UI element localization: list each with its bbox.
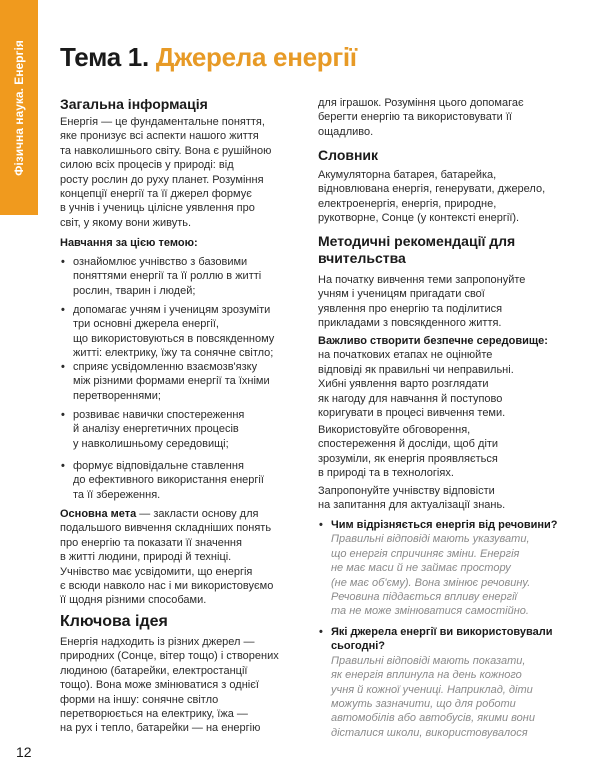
key-idea-continued: для іграшок. Розуміння цього допомагає берегти енергію та використовувати її ощадливо.: [318, 97, 524, 138]
key-idea-text: Енергія надходить із різних джерел — природних (Сонце, вітер тощо) і створених людиною (батарейки, електростанції тощо). Вона може змінюватися з однієї форми на іншу: сонячне світло перетворюється на електрику, їжа — на рух і тепло, батарейки — на енергію: [60, 636, 279, 735]
list-item: • ознайомлює учнівство з базовими поняттями енергії та її роллю в житті рослин, тварин і людей;: [60, 255, 261, 298]
question-text: Які джерела енергії ви використовували сьогодні?: [331, 626, 553, 653]
title-prefix: Тема 1.: [60, 42, 149, 72]
methods-paragraph: На початку вивчення теми запропонуйте учням і ученицям пригадати свої уявлення про енергію та поділитися прикладами з повсякденного життя.: [318, 274, 526, 330]
question-item: [318, 518, 558, 619]
list-item: • розвиває навички спостереження й аналізу енергетичних процесів у навколишньому середовищі;: [60, 408, 244, 451]
key-idea-heading: Ключова ідея: [60, 613, 168, 630]
methods-paragraph: Використовуйте обговорення, спостереження й досліди, щоб діти зрозуміли, як енергія проявляється в природі та в технологіях.: [318, 424, 499, 480]
section-tab: [0, 0, 38, 215]
safe-environment-body: на початкових етапах не оцінюйте відповіді як правильні чи неправильні. Хибні уявлення варто розглядати як нагоду для навчання й поступово коригувати в процесі вивчення теми.: [318, 349, 514, 420]
page-number: 12: [16, 744, 32, 760]
list-item: • формує відповідальне ставлення до ефективного використання енергії та її збереження.: [60, 459, 264, 502]
list-item: • сприяє усвідомленню взаємозв'язку між різними формами енергії та їхніми перетвореннями;: [60, 360, 270, 403]
section-label: Фізична наука. Енергія: [12, 40, 26, 176]
learning-heading: Навчання за цією темою:: [60, 237, 198, 249]
general-text: Енергія — це фундаментальне поняття, яке пронизує всі аспекти нашого життя та навколишнього світу. Вона є рушійною силою всіх процесів у природі: від росту рослин до руху планет. Розуміння концепції енергії та її джерел формує в учнів і учениць цілісне уявлення про світ, у якому вони живуть.: [60, 116, 272, 229]
safe-environment-label: Важливо створити безпечне середовище:: [318, 335, 548, 347]
glossary-heading: Словник: [318, 147, 379, 163]
page-title: [60, 42, 357, 73]
methods-paragraph: Запропонуйте учнівству відповісти на запитання для актуалізації знань.: [318, 485, 506, 512]
general-heading: Загальна інформація: [60, 96, 208, 112]
answer-text: Правильні відповіді мають показати, як енергія вплинула на день кожного учня й кожної учениці. Наприклад, діти можуть зазначити, що для роботи автомобілів або автобусів, якими вони дісталися школи, використовувалося: [331, 654, 535, 739]
list-item: • допомагає учням і ученицям зрозуміти три основні джерела енергії, що використовуються в повсякденному житті: електрику, їжу та сонячне світло;: [60, 303, 274, 361]
goal-body: — закласти основу для подальшого вивчення складніших понять про енергію та показати її значення в житті людини, природі й техніці. Учнівство має усвідомити, що енергія є всюди навколо нас і ми використовуємо її щодня різними способами.: [60, 508, 274, 607]
safe-environment-text: [318, 334, 548, 420]
question-text: Чим відрізняється енергія від речовини?: [331, 519, 558, 531]
question-item: [318, 625, 553, 740]
glossary-text: Акумуляторна батарея, батарейка, відновлювана енергія, генерувати, джерело, електроенергія, енергія, природне, рукотворне, Сонце (у контексті енергії).: [318, 169, 546, 225]
answer-text: Правильні відповіді мають указувати, що енергія спричиняє зміни. Енергія не має маси й не займає простору (не має об'єму). Вона змінює речовину. Речовина піддається впливу енергії та не може змінюватися самостійно.: [331, 533, 531, 618]
goal-label: Основна мета: [60, 508, 137, 520]
goal-text: [60, 507, 273, 608]
methods-heading: Методичні рекомендації для вчительства: [318, 233, 516, 266]
title-main: Джерела енергії: [155, 42, 357, 72]
